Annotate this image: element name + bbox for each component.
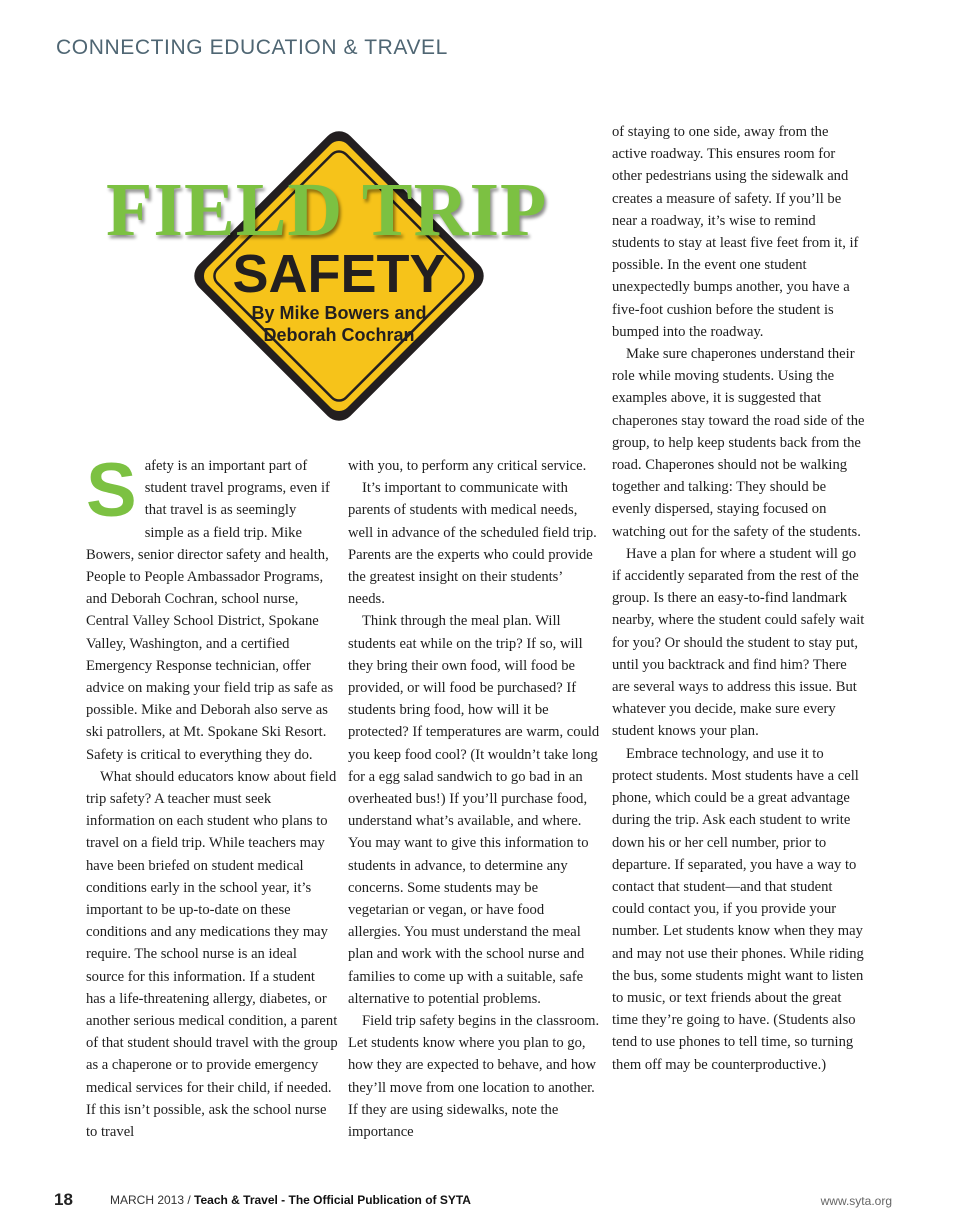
page-footer bbox=[0, 1190, 960, 1214]
paragraph-text: afety is an important part of student travel programs, even if that travel is as seemingly simple as a field trip. Mike Bowers, senior director safety and health, People to People Ambassador Programs, and Deborah Cochran, school nurse, Central Valley School District, Spokane Valley, Washington, and a certified Emergency Response technician, offer advice on making your field trip as safe as possible. Mike and Deborah also serve as ski patrollers, at Mt. Spokane Ski Resort. Safety is critical to everything they do. bbox=[86, 458, 334, 763]
paragraph: Think through the meal plan. Will students eat while on the trip? If so, will they bring their own food, will food be provided, or will food be purchased? If students bring food, how will it be protected? If temperatures are warm, could you keep food cool? (It wouldn’t take long for a egg salad sandwich to go bad in an overheated bus!) If you’ll purchase food, understand what’s available, and where. You may want to give this information to students in advance, to determine any concerns. Some students may be vegetarian or vegan, or have food allergies. You must understand the meal plan and work with the school nurse and families to come up with a suitable, safe alternative to potential problems. bbox=[348, 613, 600, 1007]
headline-field-trip: FIELD TRIP bbox=[106, 168, 548, 252]
byline-line-2: Deborah Cochran bbox=[263, 325, 415, 345]
paragraph: Have a plan for where a student will go if accidently separated from the rest of the group. Is there an easy-to-find landmark nearby, where the student could safely wait for you? Or should the student to stay put, until you backtrack and find him? There are several ways to address this issue. But whatever you decide, make sure every student knows your plan. bbox=[612, 545, 865, 740]
website-link[interactable]: www.syta.org bbox=[820, 1194, 892, 1208]
article-column-3 bbox=[612, 121, 866, 1076]
byline bbox=[180, 302, 498, 346]
section-header: CONNECTING EDUCATION & TRAVEL bbox=[56, 36, 448, 59]
page-number: 18 bbox=[54, 1190, 73, 1209]
paragraph bbox=[86, 448, 338, 766]
publication-name: Teach & Travel - The Official Publication of SYTA bbox=[194, 1193, 471, 1207]
issue-date: MARCH 2013 / bbox=[110, 1193, 195, 1207]
article-column-1 bbox=[86, 448, 338, 1143]
paragraph: of staying to one side, away from the active roadway. This ensures room for other pedestrians using the sidewalk and creates a measure of safety. If you’ll be near a roadway, it’s wise to remind students to stay at least five feet from it, if possible. In the event one student unexpectedly bumps another, you have a five-foot cushion before the student is bumped into the roadway. bbox=[612, 124, 859, 340]
paragraph: Embrace technology, and use it to protect students. Most students have a cell phone, which could be a great advantage during the trip. Ask each student to write down his or her cell number, prior to departure. If separated, you have a way to contact that student—and that student could contact you, if you provide your number. Let students know when they may and may not use their phones. While riding the bus, some students might want to listen to music, or text friends about the great time they’re going to have. (Students also tend to use phones to tell time, so turning them off may be counterproductive.) bbox=[612, 745, 864, 1073]
article-column-2 bbox=[348, 455, 600, 1143]
issue-info bbox=[110, 1193, 471, 1207]
paragraph: Field trip safety begins in the classroom. Let students know where you plan to go, how they are expected to behave, and how they’ll move from one location to another. If they are using sidewalks, note the importance bbox=[348, 1013, 600, 1141]
byline-line-1: By Mike Bowers and bbox=[251, 303, 427, 323]
paragraph: It’s important to communicate with parents of students with medical needs, well in advance of the scheduled field trip. Parents are the experts who could provide the greatest insight on their students’ needs. bbox=[348, 480, 597, 608]
paragraph: with you, to perform any critical service. bbox=[348, 458, 587, 474]
paragraph: What should educators know about field trip safety? A teacher must seek information on each student who plans to travel on a field trip. While teachers may have been briefed on student medical conditions early in the school year, it’s important to be up-to-date on these conditions and any medications they may require. The school nurse is an ideal source for this information. If a student has a life-threatening allergy, diabetes, or another serious medical condition, a parent of that student should travel with the group as a chaperone or to provide emergency medical services for their child, if needed. If this isn’t possible, ask the school nurse to travel bbox=[86, 768, 338, 1141]
paragraph: Make sure chaperones understand their role while moving students. Using the examples above, it is suggested that chaperones stay toward the road side of the group, to help keep students back from the road. Chaperones should not be walking together and talking: They should be evenly dispersed, staying focused on watching out for the safety of the students. bbox=[612, 346, 865, 540]
drop-cap: S bbox=[86, 448, 137, 533]
headline-safety: SAFETY bbox=[232, 244, 446, 304]
